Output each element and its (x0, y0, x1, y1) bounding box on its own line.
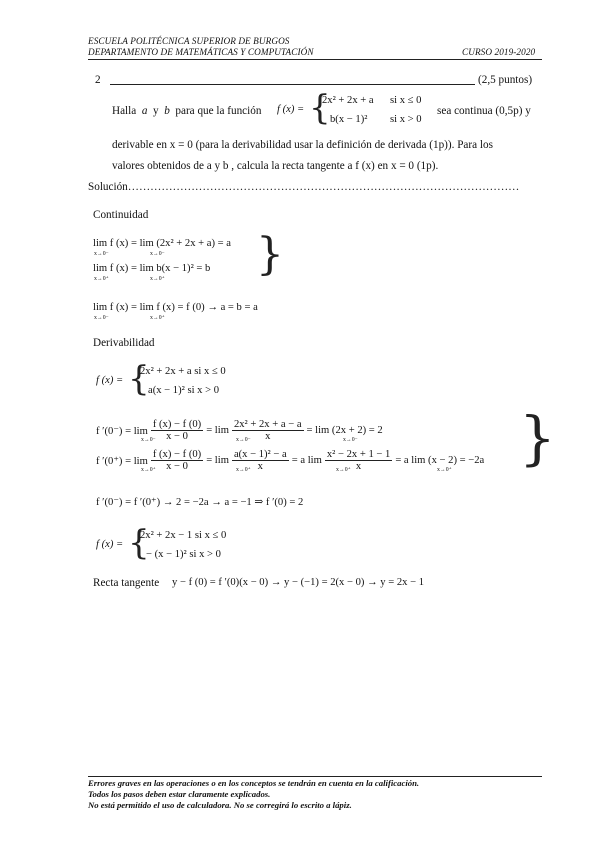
footer-line1: Errores graves en las operaciones o en los conceptos se tendrán en cuenta en la calificación. (88, 778, 420, 788)
dright-frac3: $\frac{\text{x² − 2x + 1 − 1}}{x}$ (326, 449, 391, 472)
problem-number: 2 (95, 74, 101, 86)
course-year: CURSO 2019-2020 (462, 47, 536, 57)
dleft-sub-3: x→0⁻ (343, 437, 358, 443)
statement-case2-expr: b(x − 1)² (330, 114, 368, 125)
deriv-f-case1: 2x² + 2x + a si x ≤ 0 (140, 366, 226, 377)
concl-sub-1: x→0⁻ (94, 315, 109, 321)
dright-sub-2: x→0⁺ (236, 467, 251, 473)
derivative-right: f ʹ(0⁺) = lim $\frac{f (x) - f (0)}{x - 0}$ = lim $\frac{\text{a(x − 1)² − a}}{x}$ = a lim $\frac{\text{x² − 2x + 1 − 1}}{x}$ = a lim (x − 2) = −2a (96, 449, 485, 472)
dright-sub-1: x→0⁺ (141, 467, 156, 473)
dleft-sub-2: x→0⁻ (236, 437, 251, 443)
statement-line2: derivable en x = 0 (para la derivabilidad usar la definición de derivada (1p)). Para los (112, 139, 493, 151)
statement-brace: { (309, 88, 331, 128)
dright-sub-3: x→0⁺ (336, 467, 351, 473)
dleft-sub-1: x→0⁻ (141, 437, 156, 443)
final-f-lhs: f (x) = (96, 539, 124, 550)
limit-right-sub-1: x→0⁺ (94, 276, 109, 282)
statement-fx-lhs: f (x) = (277, 104, 305, 115)
derivative-left: f ʹ(0⁻) = lim $\frac{f (x) - f (0)}{x - 0}$ = lim $\frac{\text{2x² + 2x + a − a}}{x}$ = lim (2x + 2) = 2 (96, 419, 383, 442)
dleft-frac2: $\frac{\text{2x² + 2x + a − a}}{x}$ (233, 419, 302, 442)
tangent-label: Recta tangente (93, 577, 160, 589)
limit-left-sub-2: x→0⁻ (150, 251, 165, 257)
tangent-equation: y − f (0) = f ʹ(0)(x − 0) → y − (−1) = 2(x − 0) → y = 2x − 1 (172, 577, 425, 588)
footer-rule (88, 776, 542, 777)
continuity-title: Continuidad (93, 209, 149, 221)
concl-sub-2: x→0⁺ (150, 315, 165, 321)
final-f-case1: 2x² + 2x − 1 si x ≤ 0 (140, 530, 227, 541)
deriv-f-brace: { (128, 359, 150, 399)
problem-points: (2,5 puntos) (478, 74, 533, 86)
dright-frac1: $\frac{f (x) - f (0)}{x - 0}$ (152, 449, 202, 472)
derivatives-right-brace: } (519, 404, 556, 472)
limit-right-sub-2: x→0⁺ (150, 276, 165, 282)
limit-right: lim f (x) = lim b(x − 1)² = b (93, 263, 211, 274)
limit-left-sub-1: x→0⁻ (94, 251, 109, 257)
department-name: DEPARTAMENTO DE MATEMÁTICAS Y COMPUTACIÓN (88, 47, 314, 57)
derivability-title: Derivabilidad (93, 337, 155, 349)
footer-line3: No está permitido el uso de calculadora. No se corregirá lo escrito a lápiz. (88, 800, 352, 810)
header-rule (88, 59, 542, 60)
dright-frac2: $\frac{\text{a(x − 1)² − a}}{x}$ (233, 449, 287, 472)
statement-line1-end: sea continua (0,5p) y (437, 105, 531, 117)
deriv-f-case2: a(x − 1)² si x > 0 (148, 385, 220, 396)
problem-underline (110, 84, 475, 85)
final-f-case2: − (x − 1)² si x > 0 (146, 549, 221, 560)
statement-case1-cond: si x ≤ 0 (390, 95, 422, 106)
statement-line1-start: Halla a y b para que la función (112, 105, 262, 117)
derivability-conclusion: f ʹ(0⁻) = f ʹ(0⁺) → 2 = −2a → a = −1 ⇒ f ʹ(0) = 2 (96, 497, 304, 508)
statement-case2-cond: si x > 0 (390, 114, 422, 125)
continuity-conclusion: lim f (x) = lim f (x) = f (0) → a = b = a (93, 302, 258, 313)
footer-line2: Todos los pasos deben estar claramente explicados. (88, 789, 271, 799)
continuity-right-brace: } (256, 229, 284, 280)
statement-line3: valores obtenidos de a y b , calcula la recta tangente a f (x) en x = 0 (1p). (112, 160, 439, 172)
statement-case1-expr: 2x² + 2x + a (322, 95, 374, 106)
limit-left: lim f (x) = lim (2x² + 2x + a) = a (93, 238, 231, 249)
school-name: ESCUELA POLITÉCNICA SUPERIOR DE BURGOS (88, 36, 290, 46)
final-f-brace: { (128, 523, 150, 563)
dleft-frac1: $\frac{f (x) - f (0)}{x - 0}$ (152, 419, 202, 442)
solution-label: Solución…………………………………………………………………………………………… (88, 181, 520, 193)
deriv-f-lhs: f (x) = (96, 375, 124, 386)
dright-sub-4: x→0⁺ (437, 467, 452, 473)
